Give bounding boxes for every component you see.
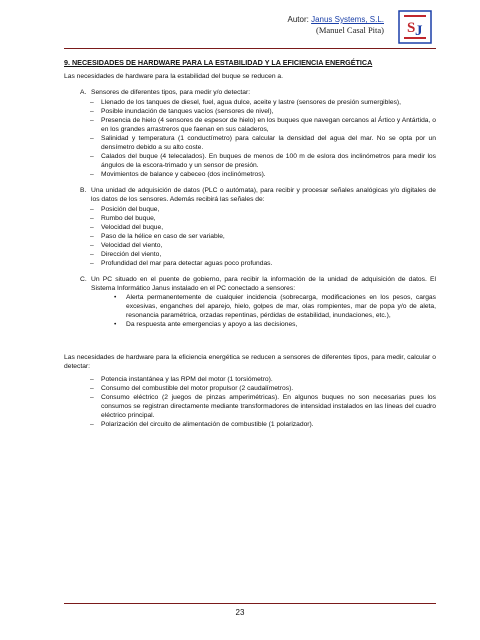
author-label: Autor:	[287, 15, 309, 24]
dash-marker: –	[90, 135, 94, 142]
list-item-text: Movimientos de balance y cabeceo (dos inclinómetros).	[101, 171, 266, 178]
footer-rule	[64, 603, 436, 604]
energy-list	[64, 375, 436, 429]
list-item	[114, 320, 436, 329]
dash-marker: –	[90, 99, 94, 106]
dash-marker: –	[90, 385, 94, 392]
list-item	[90, 107, 436, 116]
list-item-text: Polarización del circuito de alimentación de combustible (1 polarizador).	[101, 421, 314, 428]
list-item-text: Presencia de hielo (4 sensores de espesor de hielo) en los buques que navegan cercanos al Ártico y Antártida, o en los grandes arrastreros que faenan en sus caladeros,	[101, 117, 436, 133]
list-item	[114, 293, 436, 320]
list-item	[90, 170, 436, 179]
dash-marker: –	[90, 153, 94, 160]
page-number: 23	[235, 608, 245, 617]
header-rule	[64, 48, 436, 49]
list-item	[90, 152, 436, 170]
section-a-heading	[80, 88, 436, 97]
section-heading-text: Un PC situado en el puente de gobierno, para recibir la información de la unidad de adquisición de datos. El Sistema Informático Janus instalado en el PC conectado a sensores:	[91, 276, 436, 292]
dash-marker: –	[90, 224, 94, 231]
company-logo	[398, 10, 432, 44]
list-item-text: Salinidad y temperatura (1 conductímetro) para calcular la densidad del agua del mar. No se opta por un densímetro debido a su alto coste.	[101, 135, 436, 151]
author-person: (Manuel Casal Pita)	[316, 25, 384, 35]
section-b-list	[64, 205, 436, 268]
section-c	[64, 275, 436, 329]
svg-text:J: J	[415, 23, 423, 39]
list-item	[90, 232, 436, 241]
list-item	[90, 384, 436, 393]
list-item-text: Calados del buque (4 telecalados). En buques de menos de 100 m de eslora dos inclinómetros para medir los ángulos de la escora-trimado y un sensor de presión.	[101, 153, 436, 169]
section-heading-text: Una unidad de adquisición de datos (PLC o autómata), para recibir y procesar señales analógicas y/o digitales de los datos de los sensores. Además recibirá las señales de:	[91, 187, 436, 203]
dash-marker: –	[90, 421, 94, 428]
section-title: 9. NECESIDADES DE HARDWARE PARA LA ESTABILIDAD Y LA EFICIENCIA ENERGÉTICA	[64, 58, 373, 67]
section-heading-text: Sensores de diferentes tipos, para medir y/o detectar:	[91, 89, 251, 96]
dash-marker: –	[90, 206, 94, 213]
bullet-marker: •	[114, 294, 117, 301]
list-item	[90, 375, 436, 384]
bullet-marker: •	[114, 321, 117, 328]
section-letter: C.	[80, 276, 87, 283]
section-a-list	[64, 98, 436, 179]
section-b	[64, 186, 436, 268]
svg-text:S: S	[407, 20, 416, 36]
page-header	[288, 14, 385, 36]
list-item-text: Da respuesta ante emergencias y apoyo a las decisiones,	[126, 321, 298, 328]
dash-marker: –	[90, 260, 94, 267]
dash-marker: –	[90, 376, 94, 383]
dash-marker: –	[90, 108, 94, 115]
list-item	[90, 214, 436, 223]
intro-paragraph: Las necesidades de hardware para la estabilidad del buque se reducen a.	[64, 73, 283, 80]
dash-marker: –	[90, 117, 94, 124]
section-a	[64, 88, 436, 179]
list-item-text: Paso de la hélice en caso de ser variable,	[101, 233, 225, 240]
company-name: Janus Systems, S.L.	[311, 15, 384, 24]
list-item-text: Posible inundación de tanques vacíos (sensores de nivel),	[101, 108, 274, 115]
dash-marker: –	[90, 251, 94, 258]
list-item	[90, 259, 436, 268]
list-item	[90, 134, 436, 152]
author-line	[288, 14, 385, 25]
list-item-text: Profundidad del mar para detectar aguas poco profundas.	[101, 260, 273, 267]
list-item	[90, 116, 436, 134]
list-item-text: Posición del buque,	[101, 206, 160, 213]
list-item-text: Rumbo del buque,	[101, 215, 156, 222]
dash-marker: –	[90, 233, 94, 240]
list-item	[90, 241, 436, 250]
section-letter: B.	[80, 187, 87, 194]
list-item-text: Alerta permanentemente de cualquier incidencia (sobrecarga, modificaciones en los pesos, cargas excesivas, enganches del aparejo, hielo, golpes de mar, olas rompientes, mar de popa y/o de aleta, resonancia paramétrica, orzadas repentinas, pérdidas de estabilidad, inundaciones, etc.),	[126, 294, 436, 319]
section-c-heading	[80, 275, 436, 293]
section-b-heading	[80, 186, 436, 204]
list-item-text: Potencia instantánea y las RPM del motor (1 torsiómetro).	[101, 376, 273, 383]
list-item-text: Velocidad del buque,	[101, 224, 164, 231]
energy-intro-paragraph: Las necesidades de hardware para la eficiencia energética se reducen a sensores de diferentes tipos, para medir, calcular o detectar:	[64, 354, 436, 370]
list-item	[90, 98, 436, 107]
dash-marker: –	[90, 171, 94, 178]
list-item	[90, 205, 436, 214]
list-item-text: Dirección del viento,	[101, 251, 162, 258]
list-item-text: Consumo eléctrico (2 juegos de pinzas amperimétricas). En algunos buques no son necesarias pues los consumos se registran directamente mediante transformadores de intensidad instalados en las líneas del cuadro eléctrico principal.	[101, 394, 436, 419]
list-item-text: Velocidad del viento,	[101, 242, 163, 249]
list-item	[90, 393, 436, 420]
dash-marker: –	[90, 394, 94, 401]
document-body	[64, 52, 436, 429]
dash-marker: –	[90, 242, 94, 249]
list-item	[90, 223, 436, 232]
list-item	[90, 420, 436, 429]
section-letter: A.	[80, 89, 87, 96]
list-item	[90, 250, 436, 259]
list-item-text: Llenado de los tanques de diesel, fuel, agua dulce, aceite y lastre (sensores de presión sumergibles),	[101, 99, 402, 106]
section-c-list	[64, 293, 436, 329]
list-item-text: Consumo del combustible del motor propulsor (2 caudalímetros).	[101, 385, 294, 392]
dash-marker: –	[90, 215, 94, 222]
